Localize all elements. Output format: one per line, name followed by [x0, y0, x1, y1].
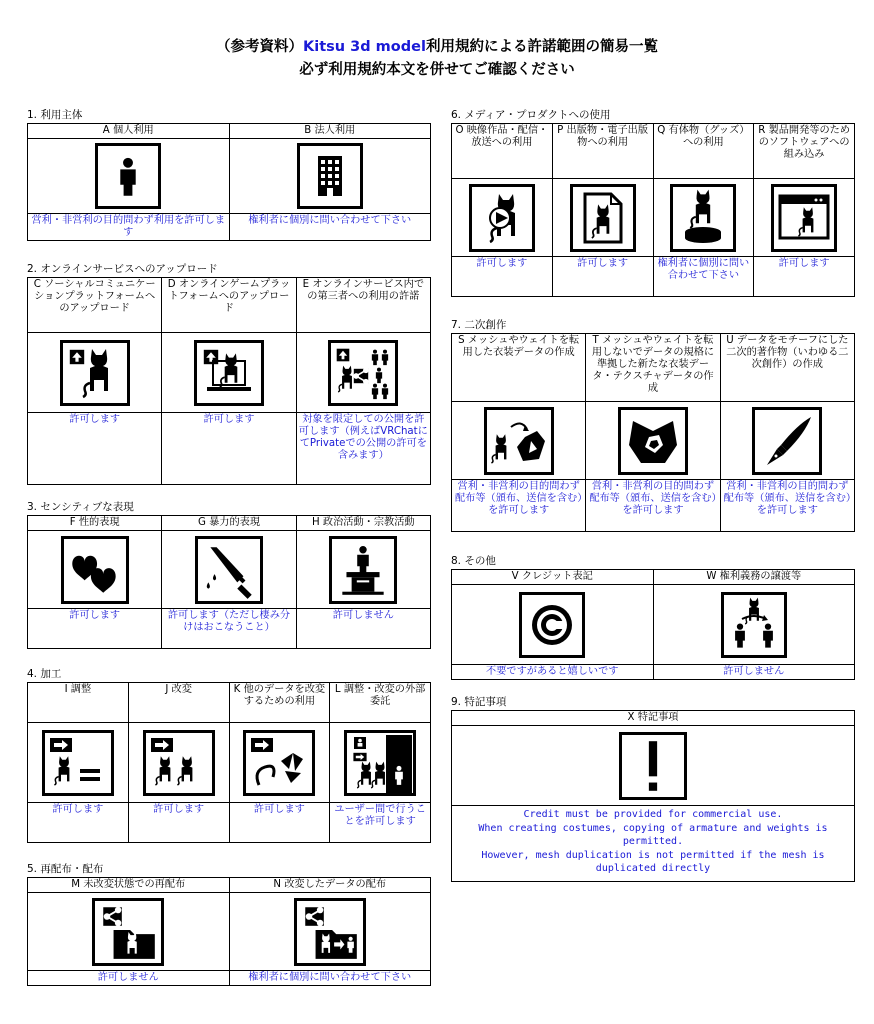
- section-media-product: [451, 108, 855, 297]
- section-label: 5. 再配布・配布: [27, 863, 104, 875]
- item-head: H 政治活動・宗教活動: [296, 516, 430, 531]
- document-icon: [570, 184, 636, 252]
- item-head: F 性的表現: [28, 516, 162, 531]
- item-head: C ソーシャルコミュニケーションプラットフォームへのアップロード: [28, 278, 162, 333]
- item-status: 許可します: [128, 803, 229, 843]
- item-head: M 未改変状態での再配布: [28, 878, 230, 893]
- item-head: D オンラインゲームプラットフォームへのアップロード: [162, 278, 296, 333]
- person-icon: [95, 143, 161, 209]
- note-line: However, mesh duplication is not permitted if the mesh is duplicated directly: [481, 849, 825, 874]
- copyright-icon: [519, 592, 585, 658]
- figure-icon: [670, 184, 736, 252]
- item-status: 権利者に個別に問い合わせて下さい: [229, 971, 431, 986]
- permission-table: [27, 682, 431, 843]
- item-status: 営利・非営利の目的問わず配布等（頒布、送信を含む）を許可します: [720, 480, 854, 532]
- item-head: P 出版物・電子出版物への利用: [552, 124, 653, 179]
- cloth-icon: [618, 407, 688, 475]
- permission-table: [27, 877, 431, 986]
- upload-game-icon: [194, 340, 264, 406]
- section-processing: [27, 667, 431, 843]
- share-modified-icon: [294, 898, 366, 966]
- item-head: K 他のデータを改変するための利用: [229, 683, 330, 723]
- permission-table: [451, 569, 855, 680]
- item-head: J 改変: [128, 683, 229, 723]
- item-status: 許可します: [28, 803, 129, 843]
- item-status: 許可します: [162, 413, 296, 485]
- item-head: S メッシュやウェイトを転用した衣装データの作成: [452, 334, 586, 402]
- building-icon: [297, 143, 363, 209]
- item-status: 許可しません: [28, 971, 230, 986]
- page-subtitle: 必ず利用規約本文を併せてご確認ください: [299, 62, 575, 78]
- item-status: ユーザー間で行うことを許可します: [330, 803, 431, 843]
- transfer-icon: [721, 592, 787, 658]
- window-icon: [771, 184, 837, 252]
- video-icon: [469, 184, 535, 252]
- share-folder-icon: [92, 898, 164, 966]
- note-line: Credit must be provided for commercial use.: [523, 809, 783, 820]
- section-label: 9. 特記事項: [451, 696, 507, 708]
- section-special-notes: [451, 695, 855, 882]
- knife-icon: [195, 536, 263, 604]
- section-redistribution: [27, 862, 431, 986]
- item-head: A 個人利用: [28, 124, 230, 139]
- permission-table: [451, 123, 855, 297]
- section-label: 6. メディア・プロダクトへの使用: [451, 109, 611, 121]
- item-status: 営利・非営利の目的問わず配布等（頒布、送信を含む）を許可します: [452, 480, 586, 532]
- item-head: X 特記事項: [452, 711, 855, 726]
- section-label: 4. 加工: [27, 668, 62, 680]
- cloth-transfer-icon: [484, 407, 554, 475]
- item-head: O 映像作品・配信・放送への利用: [452, 124, 553, 179]
- permission-table: [451, 710, 855, 882]
- section-online-upload: [27, 262, 431, 485]
- pen-icon: [752, 407, 822, 475]
- section-other: [451, 554, 855, 680]
- exclamation-icon: [619, 732, 687, 800]
- item-status: 許可しません: [296, 609, 430, 649]
- section-label: 8. その他: [451, 555, 496, 567]
- upload-cat-icon: [60, 340, 130, 406]
- item-status: 許可します: [552, 257, 653, 297]
- item-status: 権利者に個別に問い合わせて下さい: [653, 257, 754, 297]
- item-head: U データをモチーフにした二次的著作物（いわゆる二次創作）の作成: [720, 334, 854, 402]
- adjust-equal-icon: [42, 730, 114, 796]
- item-head: W 権利義務の譲渡等: [653, 570, 855, 585]
- share-users-icon: [328, 340, 398, 406]
- item-head: L 調整・改変の外部委託: [330, 683, 431, 723]
- section-label: 2. オンラインサービスへのアップロード: [27, 263, 218, 275]
- speaker-podium-icon: [329, 536, 397, 604]
- item-head: V クレジット表記: [452, 570, 654, 585]
- section-label: 3. センシティブな表現: [27, 501, 134, 513]
- hearts-icon: [61, 536, 129, 604]
- section-label: 1. 利用主体: [27, 109, 83, 121]
- note-line: When creating costumes, copying of armature and weights is permitted.: [478, 822, 828, 847]
- item-status: 許可しません: [653, 665, 855, 680]
- item-head: Q 有体物（グッズ）への利用: [653, 124, 754, 179]
- item-status: 不要ですがあると嬉しいです: [452, 665, 654, 680]
- item-head: G 暴力的表現: [162, 516, 296, 531]
- permission-table: [27, 515, 431, 649]
- item-status: 対象を限定しての公開を許可します（例えばVRChatにてPrivateでの公開の許可を含みます）: [296, 413, 430, 485]
- section-derivative-works: [451, 318, 855, 532]
- section-sensitive-expression: [27, 500, 431, 649]
- permission-table: [451, 333, 855, 532]
- item-head: E オンラインサービス内での第三者への利用の許諾: [296, 278, 430, 333]
- item-status: 許可します: [28, 609, 162, 649]
- item-head: N 改変したデータの配布: [229, 878, 431, 893]
- page-title: [0, 36, 874, 58]
- item-status: 許可します: [28, 413, 162, 485]
- special-notes-text: [452, 806, 855, 882]
- item-status: 許可します: [754, 257, 855, 297]
- item-status: 許可します: [452, 257, 553, 297]
- item-head: B 法人利用: [229, 124, 431, 139]
- title-model-name: Kitsu 3d model: [303, 39, 426, 55]
- title-prefix: （参考資料）: [216, 39, 304, 55]
- tail-icon: [243, 730, 315, 796]
- outsource-icon: [344, 730, 416, 796]
- section-label: 7. 二次創作: [451, 319, 507, 331]
- item-status: 許可します: [229, 803, 330, 843]
- permission-table: [27, 277, 431, 485]
- section-usage-subject: [27, 108, 431, 241]
- item-head: R 製品開発等のためのソフトウェアへの組み込み: [754, 124, 855, 179]
- item-status: 営利・非営利の目的問わず配布等（頒布、送信を含む）を許可します: [586, 480, 720, 532]
- item-status: 許可します（ただし棲み分けはおこなうこと）: [162, 609, 296, 649]
- item-head: T メッシュやウェイトを転用しないでデータの規格に準拠した新たな衣装データ・テクスチャデータの作成: [586, 334, 720, 402]
- item-head: I 調整: [28, 683, 129, 723]
- title-suffix: 利用規約による許諾範囲の簡易一覧: [425, 39, 658, 55]
- modify-cats-icon: [143, 730, 215, 796]
- item-status: 営利・非営利の目的問わず利用を許可します: [28, 214, 230, 241]
- item-status: 権利者に個別に問い合わせて下さい: [229, 214, 431, 241]
- permission-table: [27, 123, 431, 241]
